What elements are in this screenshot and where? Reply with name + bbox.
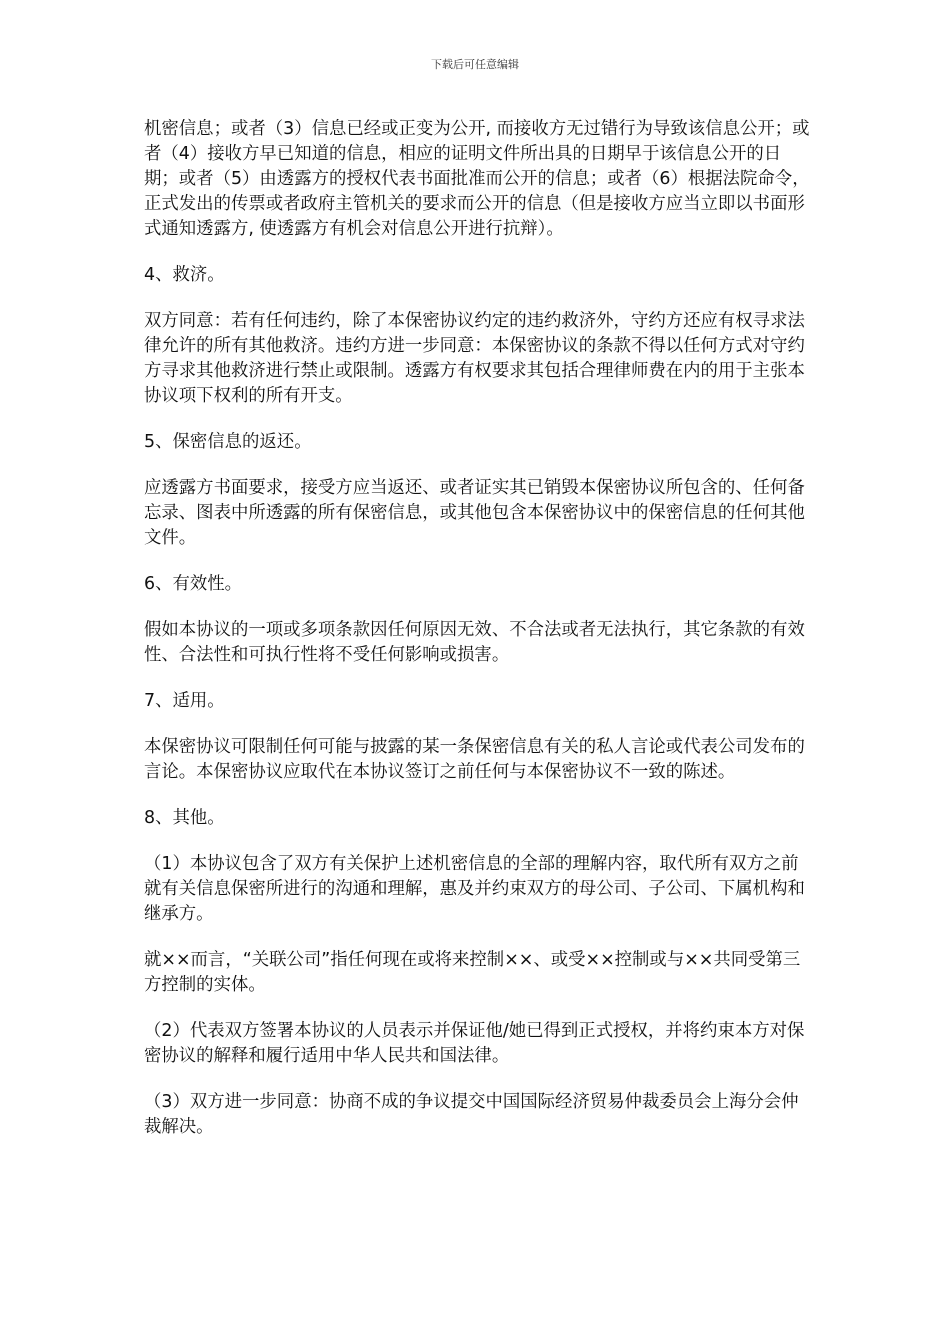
paragraph-other-2: （2）代表双方签署本协议的人员表示并保证他/她已得到正式授权，并将约束本方对保密协议的解释和履行适用中华人民共和国法律。	[144, 1021, 805, 1066]
section-heading-return: 5、保密信息的返还。	[144, 432, 312, 452]
page-header: 下载后可任意编辑	[431, 58, 519, 71]
paragraph-validity: 假如本协议的一项或多项条款因任何原因无效、不合法或者无法执行，其它条款的有效性、合法性和可执行性将不受任何影响或损害。	[144, 620, 805, 665]
section-heading-validity: 6、有效性。	[144, 574, 243, 594]
section-heading-applicability: 7、适用。	[144, 691, 225, 711]
section-heading-remedies: 4、救济。	[144, 265, 225, 285]
paragraph-other-3: （3）双方进一步同意：协商不成的争议提交中国国际经济贸易仲裁委员会上海分会仲裁解决。	[144, 1092, 799, 1137]
section-heading-other: 8、其他。	[144, 808, 225, 828]
paragraph-affiliate-definition: 就××而言，“关联公司”指任何现在或将来控制××、或受××控制或与××共同受第三方控制的实体。	[144, 950, 801, 995]
paragraph-other-1: （1）本协议包含了双方有关保护上述机密信息的全部的理解内容，取代所有双方之前就有关信息保密所进行的沟通和理解，惠及并约束双方的母公司、子公司、下属机构和继承方。	[144, 854, 805, 924]
paragraph-applicability: 本保密协议可限制任何可能与披露的某一条保密信息有关的私人言论或代表公司发布的言论。本保密协议应取代在本协议签订之前任何与本保密协议不一致的陈述。	[144, 737, 805, 782]
paragraph-remedies: 双方同意：若有任何违约，除了本保密协议约定的违约救济外，守约方还应有权寻求法律允许的所有其他救济。违约方进一步同意：本保密协议的条款不得以任何方式对守约方寻求其他救济进行禁止或限制。透露方有权要求其包括合理律师费在内的用于主张本协议项下权利的所有开支。	[144, 311, 805, 406]
document-body	[144, 117, 812, 1161]
paragraph-confidential-exceptions: 机密信息；或者（3）信息已经或正变为公开, 而接收方无过错行为导致该信息公开；或者（4）接收方早已知道的信息，相应的证明文件所出具的日期早于该信息公开的日期；或者（5）由透露方的授权代表书面批准而公开的信息；或者（6）根据法院命令，正式发出的传票或者政府主管机关的要求而公开的信息（但是接收方应当立即以书面形式通知透露方, 使透露方有机会对信息公开进行抗辩）。	[144, 119, 810, 239]
paragraph-return: 应透露方书面要求，接受方应当返还、或者证实其已销毁本保密协议所包含的、任何备忘录、图表中所透露的所有保密信息，或其他包含本保密协议中的保密信息的任何其他文件。	[144, 478, 805, 548]
